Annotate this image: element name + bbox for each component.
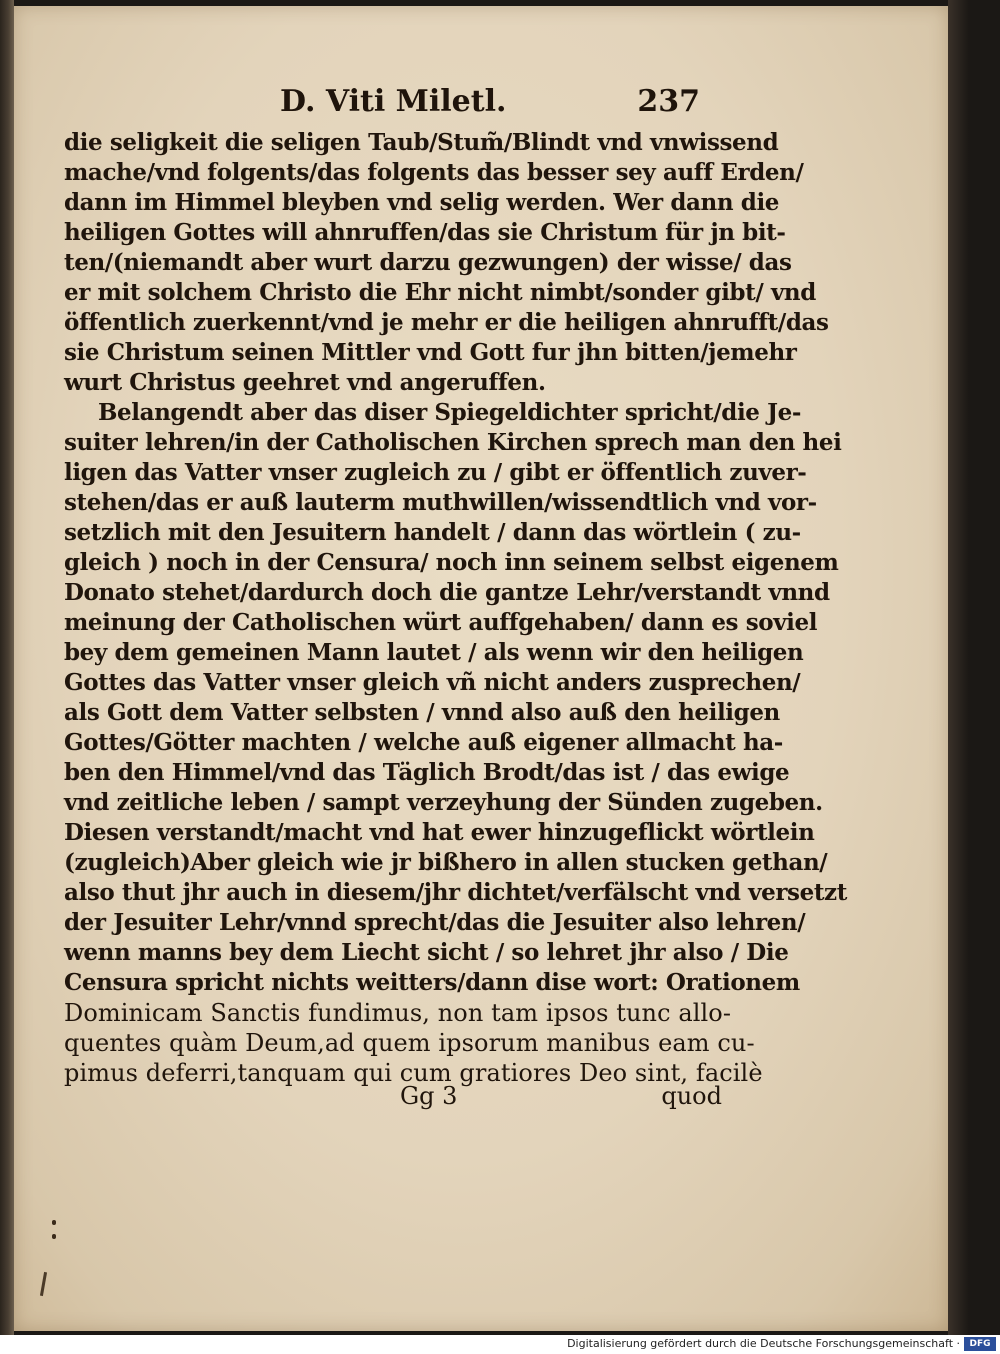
book-spine <box>0 0 14 1335</box>
text-line: vnd zeitliche leben / sampt verzeyhung der Sünden zugeben. <box>64 789 823 816</box>
text-block <box>64 128 847 1088</box>
latin-text-line: pimus deferri,tanquam qui cum gratiores Deo sint, facilè <box>64 1059 763 1087</box>
page-edge-shadow <box>948 0 1000 1335</box>
text-line: Diesen verstandt/macht vnd hat ewer hinzugeflickt wörtlein <box>64 819 815 846</box>
funding-credit: Digitalisierung gefördert durch die Deutsche Forschungsgemeinschaft · <box>567 1337 960 1350</box>
text-line: Donato stehet/dardurch doch die gantze Lehr/verstandt vnnd <box>64 579 830 606</box>
credit-bar <box>0 1335 1000 1354</box>
text-line: ligen das Vatter vnser zugleich zu / gibt er öffentlich zuver- <box>64 459 807 486</box>
text-line: öffentlich zuerkennt/vnd je mehr er die heiligen ahnrufft/das <box>64 309 829 336</box>
text-line: die seligkeit die seligen Taub/Stum̃/Blindt vnd vnwissend <box>64 129 779 156</box>
page-number: 237 <box>637 84 700 119</box>
text-line: Gottes/Götter machten / welche auß eigener allmacht ha- <box>64 729 783 756</box>
text-line: gleich ) noch in der Censura/ noch inn seinem selbst eigenem <box>64 549 839 576</box>
text-line: als Gott dem Vatter selbsten / vnnd also auß den heiligen <box>64 699 780 726</box>
latin-text-line: quentes quàm Deum,ad quem ipsorum manibus eam cu- <box>64 1029 755 1057</box>
catchword: quod <box>661 1082 722 1110</box>
text-line: mache/vnd folgents/das folgents das besser sey auff Erden/ <box>64 159 804 186</box>
text-line: sie Christum seinen Mittler vnd Gott fur jhn bitten/jemehr <box>64 339 797 366</box>
text-line: meinung der Catholischen würt auffgehaben/ dann es soviel <box>64 609 818 636</box>
dfg-logo-icon: DFG <box>964 1337 996 1351</box>
ink-speck <box>52 1234 56 1239</box>
running-header <box>280 84 700 124</box>
text-line: Censura spricht nichts weitters/dann dise wort: Orationem <box>64 969 800 996</box>
text-line: also thut jhr auch in diesem/jhr dichtet/verfälscht vnd versetzt <box>64 879 847 906</box>
text-line: er mit solchem Christo die Ehr nicht nimbt/sonder gibt/ vnd <box>64 279 816 306</box>
text-line: dann im Himmel bleyben vnd selig werden. Wer dann die <box>64 189 780 216</box>
header-title: D. Viti Miletl. <box>280 84 507 119</box>
latin-text-line: Dominicam Sanctis fundimus, non tam ipsos tunc allo- <box>64 999 732 1027</box>
text-line: stehen/das er auß lauterm muthwillen/wissendtlich vnd vor- <box>64 489 817 516</box>
text-line: wurt Christus geehret vnd angeruffen. <box>64 369 546 396</box>
text-line: ben den Himmel/vnd das Täglich Brodt/das ist / das ewige <box>64 759 790 786</box>
text-line: setzlich mit den Jesuitern handelt / dann das wörtlein ( zu- <box>64 519 801 546</box>
ink-speck <box>52 1220 56 1225</box>
page-footer <box>64 1082 724 1116</box>
text-line: wenn manns bey dem Liecht sicht / so lehret jhr also / Die <box>64 939 789 966</box>
text-line: bey dem gemeinen Mann lautet / als wenn wir den heiligen <box>64 639 804 666</box>
text-line: heiligen Gottes will ahnruffen/das sie Christum für jn bit- <box>64 219 786 246</box>
text-line: suiter lehren/in der Catholischen Kirchen sprech man den hei <box>64 429 842 456</box>
text-line: der Jesuiter Lehr/vnnd sprecht/das die Jesuiter also lehren/ <box>64 909 806 936</box>
text-line: (zugleich)Aber gleich wie jr bißhero in allen stucken gethan/ <box>64 849 828 876</box>
text-line: Belangendt aber das diser Spiegeldichter spricht/die Je- <box>98 399 801 426</box>
text-line: ten/(niemandt aber wurt darzu gezwungen) der wisse/ das <box>64 249 792 276</box>
text-line: Gottes das Vatter vnser gleich vñ nicht anders zusprechen/ <box>64 669 801 696</box>
signature-mark: Gg 3 <box>400 1082 458 1110</box>
